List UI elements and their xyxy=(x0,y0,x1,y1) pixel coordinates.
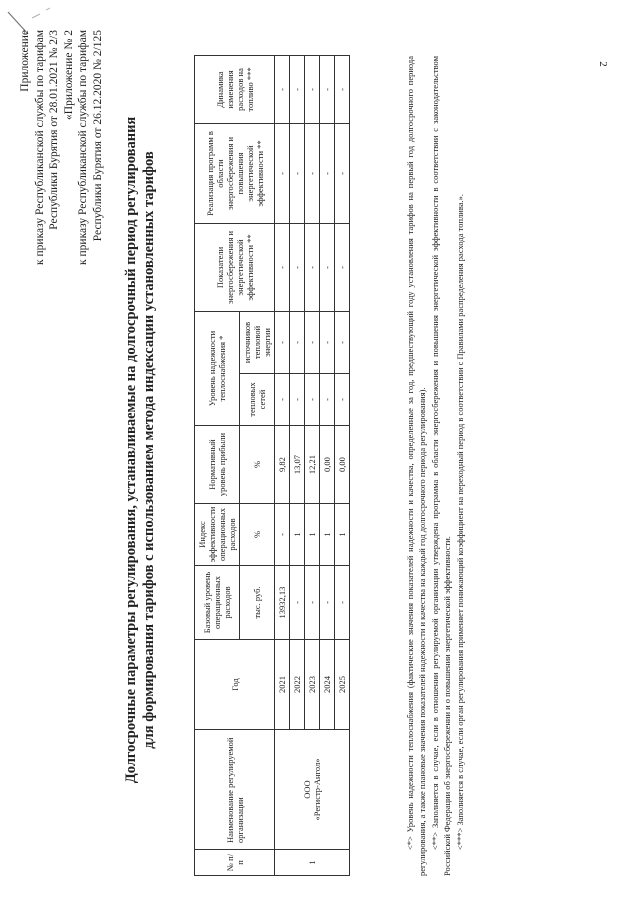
cell-index: 1 xyxy=(320,504,335,566)
rotated-document-sheet xyxy=(4,10,628,890)
cell-profit: 12,21 xyxy=(305,426,320,504)
cell-profit: 13,07 xyxy=(290,426,305,504)
appendix-line: Республики Бурятия от 26.12.2020 № 2/125 xyxy=(91,30,104,242)
organization-line: «Регистр-Ангол» xyxy=(312,758,322,821)
cell-energy: - xyxy=(335,223,350,311)
organization-name xyxy=(275,730,350,850)
header-reliability: Уровень надежности теплоснабжения * xyxy=(195,311,240,425)
document-title xyxy=(122,10,158,890)
cell-net: - xyxy=(275,374,290,426)
table-header-row xyxy=(195,55,240,875)
cell-year: 2025 xyxy=(335,640,350,730)
cell-program: - xyxy=(275,123,290,223)
cell-base: 13932,13 xyxy=(275,566,290,640)
organization-line: ООО xyxy=(302,780,312,799)
appendix-line: к приказу Республиканской службы по тарифам xyxy=(77,30,89,265)
cell-index: - xyxy=(275,504,290,566)
cell-base: - xyxy=(320,566,335,640)
row-number: 1 xyxy=(275,850,350,876)
cell-year: 2021 xyxy=(275,640,290,730)
cell-net: - xyxy=(335,374,350,426)
cell-dynamics: - xyxy=(320,55,335,123)
cell-net: - xyxy=(290,374,305,426)
header-profit: Нормативный уровень прибыли xyxy=(195,426,240,504)
cell-src: - xyxy=(290,311,305,373)
unit-base: тыс. руб. xyxy=(240,566,275,640)
header-reliability-src: источников тепловой энергии xyxy=(240,311,275,373)
footnote: <***> Заполняется в случае, если орган регулирования применяет понижающий коэффициент на переходный период в соответствии с Правилами распределения расхода топлива.». xyxy=(455,193,465,850)
cell-index: 1 xyxy=(290,504,305,566)
cell-profit: 0,00 xyxy=(335,426,350,504)
cell-net: - xyxy=(320,374,335,426)
page-number: 2 xyxy=(596,61,609,67)
cell-index: 1 xyxy=(335,504,350,566)
header-index: Индекс эффективности операционных расходов xyxy=(195,504,240,566)
cell-src: - xyxy=(320,311,335,373)
footnotes xyxy=(404,56,467,876)
cell-energy: - xyxy=(305,223,320,311)
regulation-parameters-table xyxy=(194,55,350,876)
cell-base: - xyxy=(290,566,305,640)
cell-program: - xyxy=(305,123,320,223)
unit-profit: % xyxy=(240,426,275,504)
header-year: Год xyxy=(195,640,275,730)
cell-energy: - xyxy=(290,223,305,311)
cell-program: - xyxy=(320,123,335,223)
footnote: <*> Уровень надежности теплоснабжения (фактические значения показателей надежности и качества, определенные за год, предшествующий году установления тарифов на первый год долгосрочного периода регулирования, а также плановые значения показателей надежности и качества на каждый год долгосрочного периода регулирования). xyxy=(405,56,427,876)
unit-index: % xyxy=(240,504,275,566)
cell-energy: - xyxy=(275,223,290,311)
header-energy: Показатели энергосбережения и энергетической эффективности ** xyxy=(195,223,275,311)
header-base: Базовый уровень операционных расходов xyxy=(195,566,240,640)
cell-index: 1 xyxy=(305,504,320,566)
cell-dynamics: - xyxy=(275,55,290,123)
cell-dynamics: - xyxy=(290,55,305,123)
cell-energy: - xyxy=(320,223,335,311)
cell-year: 2024 xyxy=(320,640,335,730)
cell-base: - xyxy=(335,566,350,640)
cell-profit: 0,00 xyxy=(320,426,335,504)
cell-year: 2022 xyxy=(290,640,305,730)
cell-profit: 9,82 xyxy=(275,426,290,504)
title-line: для формирования тарифов с использованием метода индексации установленных тарифов xyxy=(141,151,157,749)
cell-year: 2023 xyxy=(305,640,320,730)
title-line: Долгосрочные параметры регулирования, устанавливаемые на долгосрочный период регулирования xyxy=(123,116,139,784)
cell-dynamics: - xyxy=(305,55,320,123)
cell-net: - xyxy=(305,374,320,426)
cell-src: - xyxy=(335,311,350,373)
footnote: <**> Заполняется в случае, если в отношении регулируемой организации утверждена программа в области энергосбережения и повышения энергетической эффективности в соответствии с законодательством Российской Федерации об энергосбережении и о повышении энергетической эффективности. xyxy=(430,56,452,876)
header-dynamics: Динамика изменения расходов на топливо *** xyxy=(195,55,275,123)
appendix-block xyxy=(18,30,105,265)
table-row xyxy=(275,55,290,875)
header-reliability-net: тепловых сетей xyxy=(240,374,275,426)
cell-src: - xyxy=(305,311,320,373)
header-org: Наименование регулируемой организации xyxy=(195,730,275,850)
appendix-line: «Приложение № 2 xyxy=(62,30,75,120)
appendix-line: Приложение xyxy=(19,30,31,92)
appendix-line: к приказу Республиканской службы по тарифам xyxy=(33,30,46,265)
cell-program: - xyxy=(290,123,305,223)
header-num: № п/п xyxy=(195,850,275,876)
cell-dynamics: - xyxy=(335,55,350,123)
cell-base: - xyxy=(305,566,320,640)
appendix-line: Республики Бурятия от 28.01.2021 № 2/3 xyxy=(48,30,60,230)
cell-program: - xyxy=(335,123,350,223)
header-program: Реализация программ в области энергосбережения и повышения энергетической эффективности ** xyxy=(195,123,275,223)
cell-src: - xyxy=(275,311,290,373)
